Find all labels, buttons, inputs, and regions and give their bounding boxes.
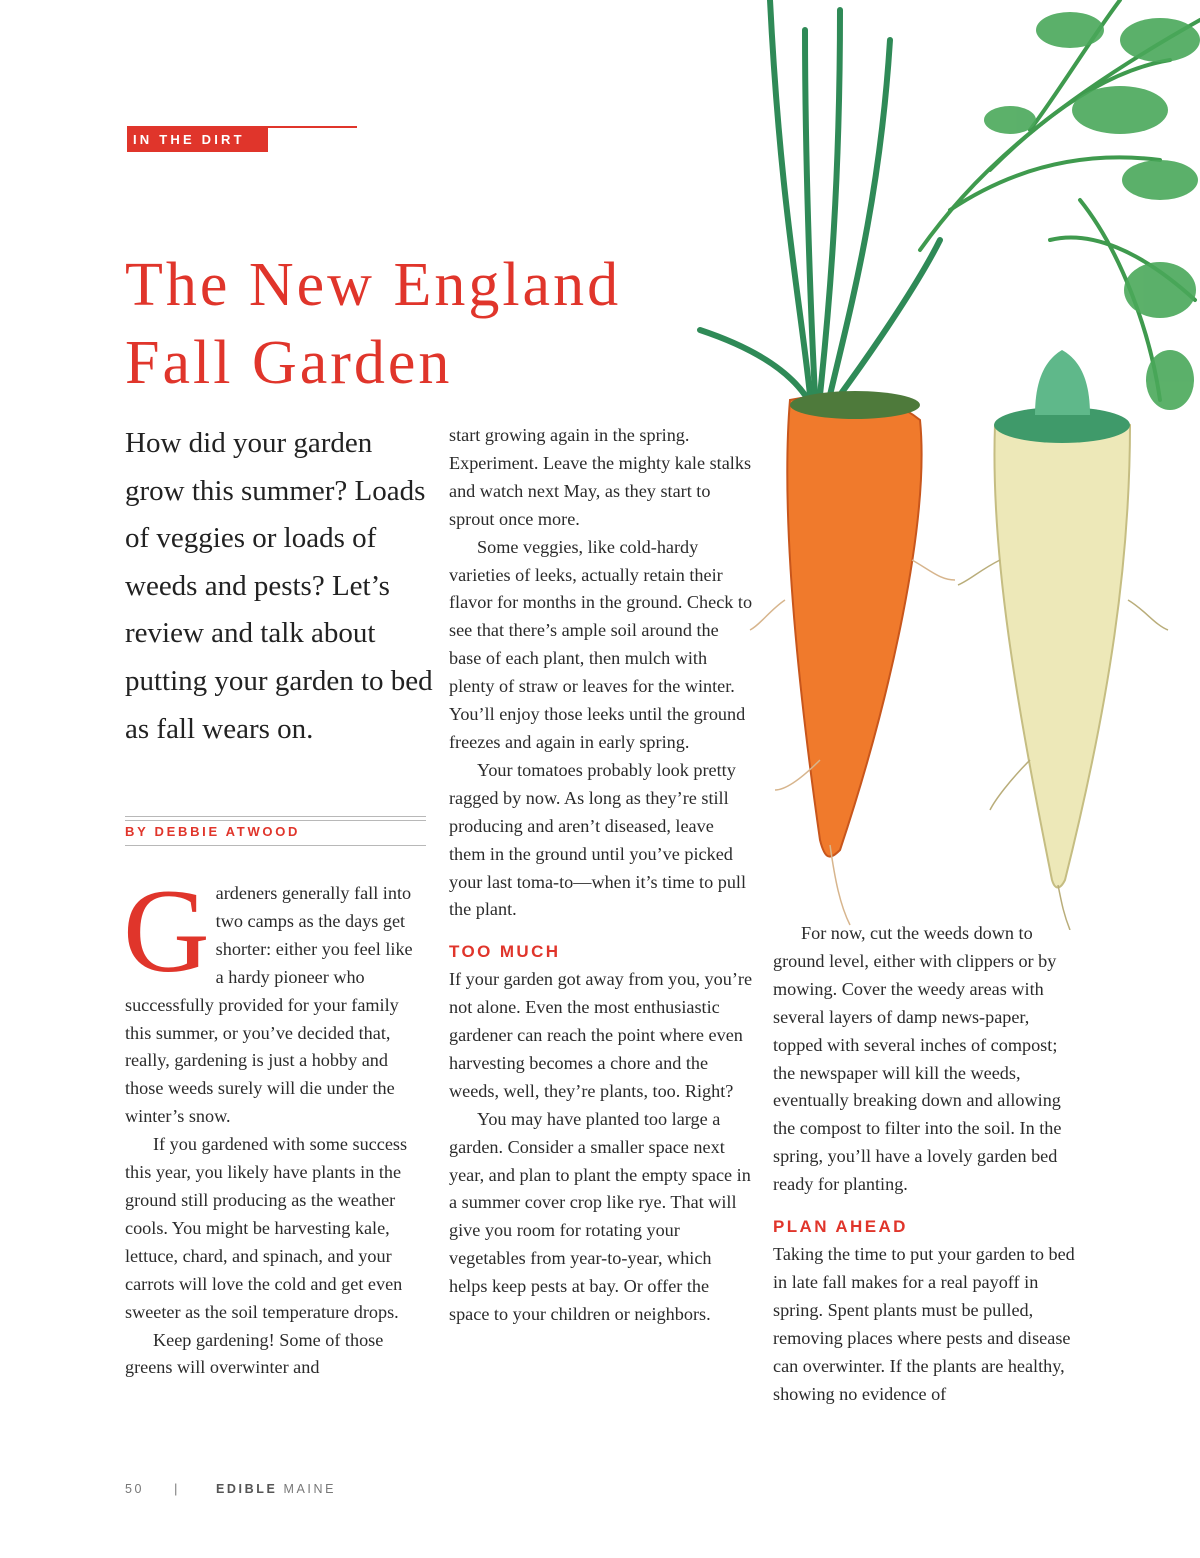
paragraph: Some veggies, like cold-hardy varieties of leeks, actually retain their flavor for months in the ground. Check to see that there’s ample soil around the base of each plant, then mulch with plenty of straw or leaves for the winter. You’ll enjoy those leeks until the ground freezes and again in early spring. <box>449 536 753 752</box>
carrot-stem-icon <box>700 0 940 395</box>
footer-separator: | <box>174 1482 180 1496</box>
carrot-root-icon <box>787 395 921 856</box>
subhead-too-much: TOO MUCH <box>449 942 561 962</box>
paragraph: start growing again in the spring. Experiment. Leave the mighty kale stalks and watch next May, as they start to sprout once more. <box>449 425 752 529</box>
paragraph: Keep gardening! Some of those greens will overwinter and <box>125 1329 384 1378</box>
byline-divider <box>125 845 426 846</box>
page-footer <box>125 1482 336 1496</box>
body-column-1 <box>123 864 425 1382</box>
byline: BY DEBBIE ATWOOD <box>125 824 301 839</box>
subhead-plan-ahead: PLAN AHEAD <box>773 1217 908 1237</box>
article-title <box>125 246 725 402</box>
paragraph: For now, cut the weeds down to ground level, either with clippers or by mowing. Cover the weedy areas with several layers of damp news-paper, topped with several inches of compost; the newspaper will kill the weeds, eventually breaking down and allowing the compost to filter into the soil. In the spring, you’ll have a lovely garden bed ready for planting. <box>773 923 1062 1195</box>
paragraph: Your tomatoes probably look pretty ragged by now. As long as they’re still producing and aren’t diseased, leave them in the ground until you’ve picked your last toma-to—when it’s time to pull the plant. <box>449 759 747 920</box>
parsnip-root-icon <box>994 408 1130 887</box>
page-number: 50 <box>125 1482 145 1496</box>
body-column-3 <box>773 920 1078 1408</box>
paragraph: Taking the time to put your garden to bed in late fall makes for a real payoff in spring. Spent plants must be pulled, removing places where pests and disease can overwinter. If the plants are healthy, showing no evidence of <box>773 1243 1075 1404</box>
paragraph <box>123 864 425 1131</box>
paragraph: You may have planted too large a garden. Consider a smaller space next year, and plan to plant the empty space in a summer cover crop like rye. That will give you room for rotating your vegetables from year-to-year, which helps keep pests at bay. Or offer the space to your children or neighbors. <box>449 1108 751 1325</box>
publication-name-bold: EDIBLE <box>215 1482 278 1496</box>
paragraph: If you gardened with some success this year, you likely have plants in the ground still producing as the weather cools. You might be harvesting kale, lettuce, chard, and spinach, and your carrots will love the cold and get even sweeter as the soil temperature drops. <box>125 1134 408 1322</box>
dek-divider-bottom <box>125 820 426 821</box>
dek-divider-top <box>125 816 426 817</box>
article-dek: How did your garden grow this summer? Loads of veggies or loads of weeds and pests? Let’s review and talk about putting your garden to bed as fall wears on. <box>125 427 433 745</box>
article-title-line2: Fall Garden <box>125 329 453 397</box>
paragraph-text: ardeners generally fall into two camps as the days get shorter: either you feel like a hardy pioneer who successfully provided for your family this summer, or you’ve decided that, really, gardening is just a hobby and those weeds surely will die under the winter’s snow. <box>125 883 413 1127</box>
section-tag <box>127 126 357 152</box>
drop-cap: G <box>123 864 210 997</box>
publication-name-light: MAINE <box>283 1482 337 1496</box>
carrot-and-parsnip-illustration <box>690 0 1200 930</box>
article-title-line1: The New England <box>125 251 622 319</box>
paragraph: If your garden got away from you, you’re not alone. Even the most enthusiastic gardener can reach the point where even harvesting becomes a chore and the weeds, well, they’re plants, too. Right? <box>449 969 753 1101</box>
section-tag-label: IN THE DIRT <box>127 126 268 152</box>
